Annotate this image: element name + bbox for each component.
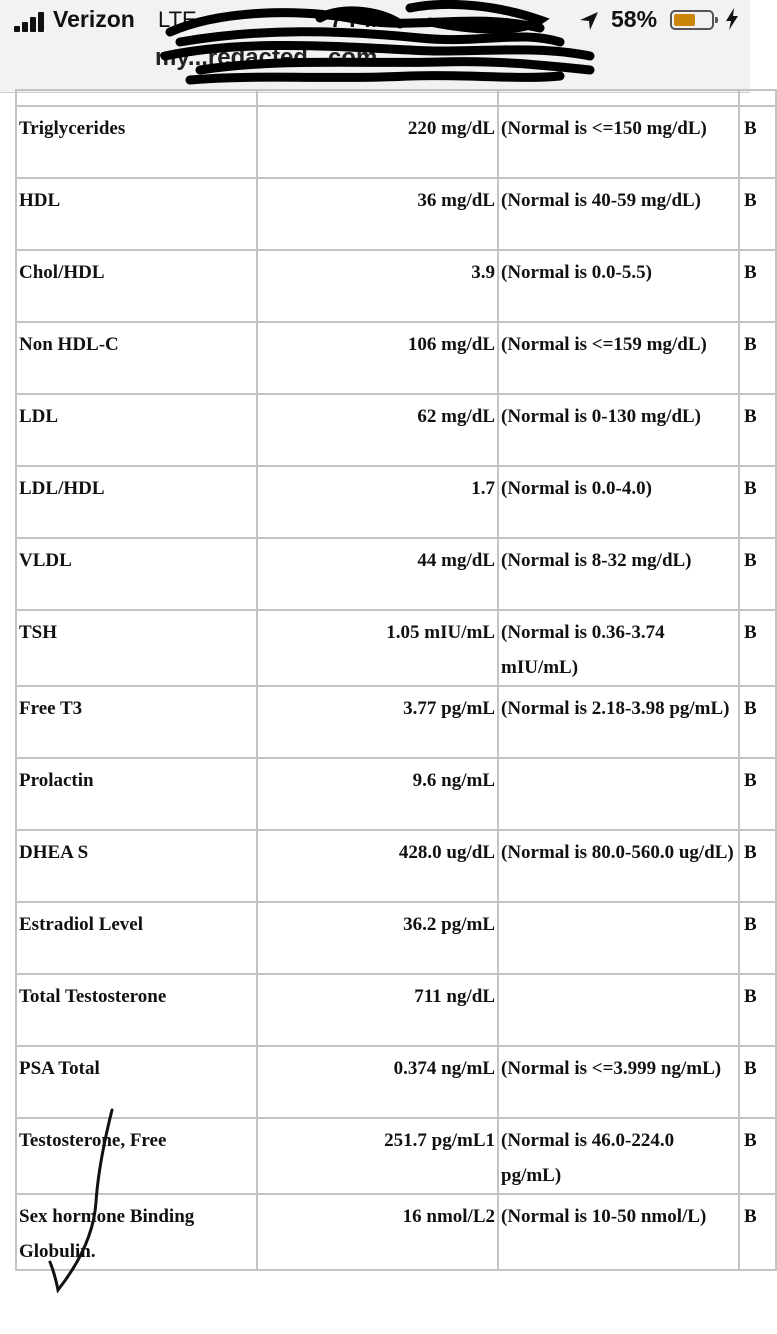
- reference-range-cell: [498, 758, 739, 830]
- reference-range-cell: (Normal is 46.0-224.0 pg/mL): [498, 1118, 739, 1194]
- flag-cell: B: [739, 322, 776, 394]
- result-value-cell: 36.2 pg/mL: [257, 902, 498, 974]
- location-arrow-icon: [578, 10, 600, 32]
- test-name-cell: Free T3: [16, 686, 257, 758]
- flag-cell: B: [739, 394, 776, 466]
- reference-range-cell: (Normal is 0.36-3.74 mIU/mL): [498, 610, 739, 686]
- reference-range-cell: (Normal is <=150 mg/dL): [498, 106, 739, 178]
- table-row: [16, 1118, 776, 1194]
- result-value-cell: 3.9: [257, 250, 498, 322]
- result-value-cell: 44 mg/dL: [257, 538, 498, 610]
- table-row: [16, 610, 776, 686]
- flag-cell: B: [739, 610, 776, 686]
- reference-range-cell: (Normal is 40-59 mg/dL): [498, 178, 739, 250]
- clock: 7 PM: [330, 6, 384, 32]
- table-row: [16, 902, 776, 974]
- flag-cell: B: [739, 902, 776, 974]
- flag-cell: B: [739, 250, 776, 322]
- test-name-cell: HDL: [16, 178, 257, 250]
- network-type: LTE: [158, 7, 197, 32]
- test-name-cell: Total Testosterone: [16, 974, 257, 1046]
- reference-range-cell: (Normal is 8-32 mg/dL): [498, 538, 739, 610]
- table-row: [16, 106, 776, 178]
- result-value-cell: 1.7: [257, 466, 498, 538]
- table-row: [16, 178, 776, 250]
- test-name-cell: PSA Total: [16, 1046, 257, 1118]
- flag-cell: B: [739, 178, 776, 250]
- test-name-cell: Prolactin: [16, 758, 257, 830]
- flag-cell: B: [739, 1118, 776, 1194]
- status-bar: [0, 0, 750, 93]
- reference-range-cell: [498, 902, 739, 974]
- reference-range-cell: (Normal is 10-50 nmol/L): [498, 1194, 739, 1270]
- result-value-cell: 106 mg/dL: [257, 322, 498, 394]
- table-row: [16, 250, 776, 322]
- result-value-cell: 251.7 pg/mL1: [257, 1118, 498, 1194]
- table-row: [16, 1194, 776, 1270]
- result-value-cell: 0.374 ng/mL: [257, 1046, 498, 1118]
- reference-range-cell: (Normal is 0.0-5.5): [498, 250, 739, 322]
- table-row: [16, 466, 776, 538]
- lab-results-table-container[interactable]: [0, 92, 757, 1334]
- test-name-cell: TSH: [16, 610, 257, 686]
- table-row: [16, 322, 776, 394]
- flag-cell: B: [739, 106, 776, 178]
- table-row: [16, 830, 776, 902]
- table-row: [16, 538, 776, 610]
- test-name-cell: LDL/HDL: [16, 466, 257, 538]
- reference-range-cell: (Normal is <=159 mg/dL): [498, 322, 739, 394]
- table-row: [16, 686, 776, 758]
- test-name-cell: Testosterone, Free: [16, 1118, 257, 1194]
- result-value-cell: 36 mg/dL: [257, 178, 498, 250]
- flag-cell: B: [739, 466, 776, 538]
- table-row: [16, 1046, 776, 1118]
- test-name-cell: LDL: [16, 394, 257, 466]
- table-row: [16, 974, 776, 1046]
- carrier-name: Verizon: [53, 6, 135, 32]
- result-value-cell: 711 ng/dL: [257, 974, 498, 1046]
- test-name-cell: Estradiol Level: [16, 902, 257, 974]
- reference-range-cell: (Normal is 0-130 mg/dL): [498, 394, 739, 466]
- battery-percentage: 58%: [611, 6, 658, 32]
- flag-cell: B: [739, 830, 776, 902]
- flag-cell: B: [739, 1194, 776, 1270]
- table-row-partial: [16, 90, 776, 106]
- test-name-cell: Chol/HDL: [16, 250, 257, 322]
- test-name-cell: VLDL: [16, 538, 257, 610]
- test-name-cell: DHEA S: [16, 830, 257, 902]
- test-name-cell: Non HDL-C: [16, 322, 257, 394]
- result-value-cell: 62 mg/dL: [257, 394, 498, 466]
- result-value-cell: 428.0 ug/dL: [257, 830, 498, 902]
- reference-range-cell: (Normal is 2.18-3.98 pg/mL): [498, 686, 739, 758]
- table-row: [16, 758, 776, 830]
- reference-range-cell: [498, 974, 739, 1046]
- table-row: [16, 394, 776, 466]
- reference-range-cell: (Normal is 0.0-4.0): [498, 466, 739, 538]
- battery-icon: [670, 10, 714, 30]
- test-name-cell: Sex hormone Binding Globulin.: [16, 1194, 257, 1270]
- url-bar[interactable]: my...redacted...com: [155, 44, 378, 71]
- flag-cell: B: [739, 686, 776, 758]
- flag-cell: B: [739, 758, 776, 830]
- result-value-cell: 1.05 mIU/mL: [257, 610, 498, 686]
- result-value-cell: 3.77 pg/mL: [257, 686, 498, 758]
- result-value-cell: 9.6 ng/mL: [257, 758, 498, 830]
- flag-cell: B: [739, 974, 776, 1046]
- battery-fill: [674, 14, 695, 26]
- lab-results-table: [15, 89, 777, 1271]
- charging-bolt-icon: [725, 8, 739, 30]
- result-value-cell: 16 nmol/L2: [257, 1194, 498, 1270]
- flag-cell: B: [739, 1046, 776, 1118]
- reference-range-cell: (Normal is 80.0-560.0 ug/dL): [498, 830, 739, 902]
- signal-strength-icon: [14, 12, 48, 32]
- flag-cell: B: [739, 538, 776, 610]
- result-value-cell: 220 mg/dL: [257, 106, 498, 178]
- test-name-cell: Triglycerides: [16, 106, 257, 178]
- reference-range-cell: (Normal is <=3.999 ng/mL): [498, 1046, 739, 1118]
